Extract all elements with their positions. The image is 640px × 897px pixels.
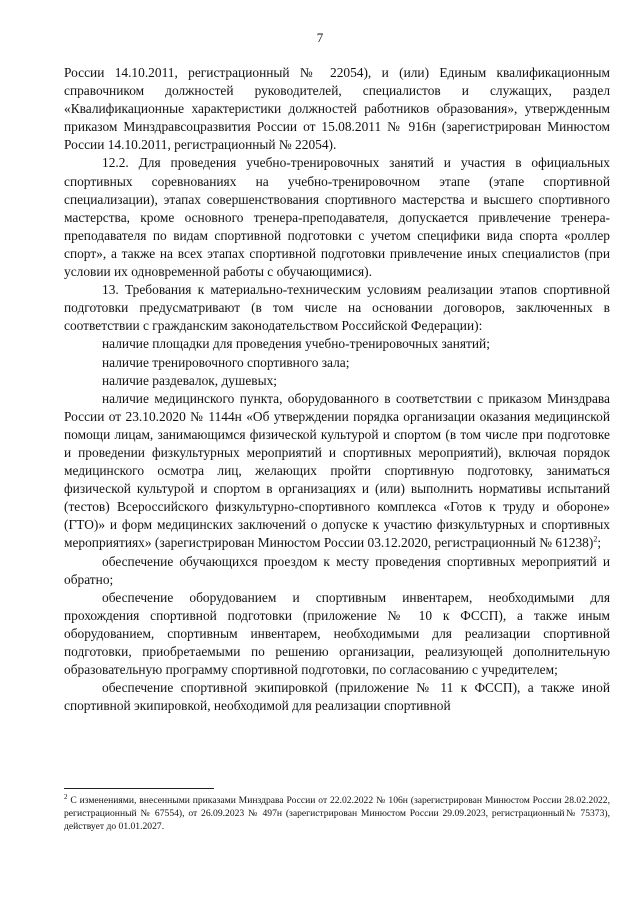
footnote-divider bbox=[64, 788, 214, 789]
paragraph-text: наличие медицинского пункта, оборудованного в соответствии с приказом Минздрава России от 23.10.2020 № 1144н «Об утверждении порядка организации оказания медицинской помощи лицам, занимающимся физической культурой и спортом (в том числе при подготовке и проведении физкультурных мероприятий и спортивных мероприятий), включая порядок медицинского осмотра лиц, желающих пройти спортивную подготовку, заниматься физической культурой и спортом в организациях и (или) выполнить нормативы испытаний (тестов) Всероссийского физкультурно-спортивного комплекса «Готов к труду и обороне» (ГТО)» и форм медицинских заключений о допуске к участию физкультурных и спортивных мероприятиях» (зарегистрирован Минюстом России 03.12.2020, регистрационный № 61238) bbox=[64, 390, 610, 551]
footnote-reference: 2 bbox=[593, 534, 598, 544]
document-body bbox=[64, 64, 610, 715]
paragraph: 12.2. Для проведения учебно-тренировочных занятий и участия в официальных спортивных соревнованиях на учебно-тренировочном этапе (этапе спортивной специализации), этапах совершенствования спортивного мастерства и высшего спортивного мастерства, кроме основного тренера-преподавателя, допускается привлечение тренера-преподавателя по видам спортивной подготовки с учетом специфики вида спорта «роллер спорт», а также на всех этапах спортивной подготовки привлечение иных специалистов (при условии их одновременной работы с обучающимися). bbox=[64, 155, 610, 280]
list-item: наличие раздевалок, душевых; bbox=[102, 372, 277, 388]
list-item: наличие площадки для проведения учебно-тренировочных занятий; bbox=[102, 336, 490, 352]
paragraph-tail: ; bbox=[597, 535, 602, 551]
list-item bbox=[64, 390, 610, 553]
page-number: 7 bbox=[316, 30, 324, 45]
paragraph: России 14.10.2011, регистрационный № 22054), и (или) Единым квалификационным справочником должностей руководителей, специалистов и служащих, раздел «Квалификационные характеристики должностей работников образования», утвержденным приказом Минздравсоцразвития России от 15.08.2011 № 916н (зарегистрирован Минюстом России 14.10.2011, регистрационный № 22054). bbox=[64, 65, 610, 153]
paragraph: 13. Требования к материально-техническим условиям реализации этапов спортивной подготовки предусматривают (в том числе на основании договоров, заключенных в соответствии с гражданским законодательством Российской Федерации): bbox=[64, 282, 610, 334]
list-item: обеспечение оборудованием и спортивным инвентарем, необходимыми для прохождения спортивной подготовки (приложение № 10 к ФССП), а также иным оборудованием, спортивным инвентарем, необходимыми для реализации спортивной подготовки, приобретаемыми по решению организации, реализующей дополнительную образовательную программу спортивной подготовки, по согласованию с учредителем; bbox=[64, 589, 610, 678]
footnote bbox=[64, 794, 610, 833]
footnote-mark: 2 bbox=[64, 792, 68, 801]
footnote-text: С изменениями, внесенными приказами Минздрава России от 22.02.2022 № 106н (зарегистрирован Минюстом России 28.02.2022, регистрационный № 67554), от 26.09.2023 № 497н (зарегистрирован Минюстом России 29.09.2023, регистрационный№ 75373), действует до 01.01.2027. bbox=[64, 795, 610, 832]
list-item: обеспечение спортивной экипировкой (приложение № 11 к ФССП), а также иной спортивной экипировкой, необходимой для реализации спортивной bbox=[64, 680, 610, 714]
list-item: наличие тренировочного спортивного зала; bbox=[102, 354, 350, 370]
list-item: обеспечение обучающихся проездом к месту проведения спортивных мероприятий и обратно; bbox=[64, 553, 610, 587]
